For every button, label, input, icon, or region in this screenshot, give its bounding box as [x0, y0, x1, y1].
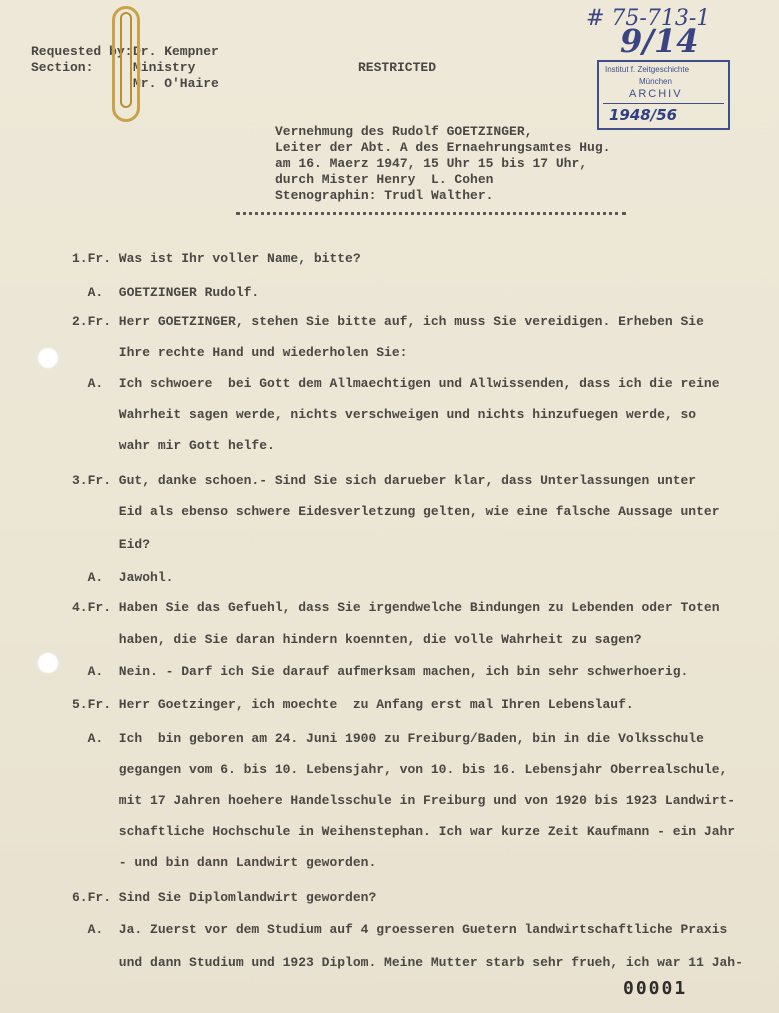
- transcript-line: 6.Fr. Sind Sie Diplomlandwirt geworden?: [72, 890, 377, 905]
- transcript-line: schaftliche Hochschule in Weihenstephan. Ich war kurze Zeit Kaufmann - ein Jahr: [72, 824, 736, 839]
- requested-by-value: Dr. Kempner: [133, 44, 219, 59]
- requested-by-label: Requested by:: [31, 44, 133, 59]
- transcript-line: A. GOETZINGER Rudolf.: [72, 285, 260, 300]
- transcript-line: Eid als ebenso schwere Eidesverletzung gelten, wie eine falsche Aussage unter: [72, 504, 720, 519]
- transcript-line: haben, die Sie daran hindern koennten, die volle Wahrheit zu sagen?: [72, 632, 642, 647]
- stamp-signature-number: 1948/56: [609, 106, 678, 124]
- title-line-5: Stenographin: Trudl Walther.: [275, 188, 494, 203]
- title-line-3: am 16. Maerz 1947, 15 Uhr 15 bis 17 Uhr,: [275, 156, 588, 171]
- handwritten-reference: # 75-713-1: [586, 6, 711, 31]
- transcript-line: Eid?: [72, 537, 151, 552]
- transcript-line: A. Jawohl.: [72, 570, 174, 585]
- title-line-4: durch Mister Henry L. Cohen: [275, 172, 494, 187]
- title-divider: [236, 212, 626, 215]
- transcript-line: A. Ich bin geboren am 24. Juni 1900 zu Freiburg/Baden, bin in die Volksschule: [72, 731, 704, 746]
- stamp-archive: ARCHIV: [629, 88, 683, 100]
- transcript-line: gegangen vom 6. bis 10. Lebensjahr, von 10. bis 16. Lebensjahr Oberrealschule,: [72, 762, 728, 777]
- transcript-line: 4.Fr. Haben Sie das Gefuehl, dass Sie irgendwelche Bindungen zu Lebenden oder Toten: [72, 600, 720, 615]
- transcript-line: - und bin dann Landwirt geworden.: [72, 855, 377, 870]
- transcript-line: 1.Fr. Was ist Ihr voller Name, bitte?: [72, 251, 361, 266]
- section-value: Ministry: [133, 60, 196, 75]
- transcript-line: mit 17 Jahren hoehere Handelsschule in Freiburg und von 1920 bis 1923 Landwirt-: [72, 793, 736, 808]
- transcript-line: und dann Studium und 1923 Diplom. Meine Mutter starb sehr frueh, ich war 11 Jah-: [72, 955, 743, 970]
- stamp-city: München: [639, 77, 672, 86]
- transcript-line: 2.Fr. Herr GOETZINGER, stehen Sie bitte auf, ich muss Sie vereidigen. Erheben Sie: [72, 314, 704, 329]
- title-line-1: Vernehmung des Rudolf GOETZINGER,: [275, 124, 533, 139]
- paper-clip-inner: [120, 12, 132, 108]
- transcript-line: 3.Fr. Gut, danke schoen.- Sind Sie sich darueber klar, dass Unterlassungen unter: [72, 473, 697, 488]
- title-line-2: Leiter der Abt. A des Ernaehrungsamtes Hug.: [275, 140, 611, 155]
- binder-hole-bottom: [37, 652, 59, 674]
- section-label: Section:: [31, 60, 94, 75]
- page-number: 00001: [623, 978, 688, 999]
- transcript-line: A. Ich schwoere bei Gott dem Allmaechtigen und Allwissenden, dass ich die reine: [72, 376, 720, 391]
- section-value-2: Mr. O'Haire: [133, 76, 219, 91]
- transcript-line: Wahrheit sagen werde, nichts verschweigen und nichts hinzufuegen werde, so: [72, 407, 697, 422]
- transcript-line: 5.Fr. Herr Goetzinger, ich moechte zu Anfang erst mal Ihren Lebenslauf.: [72, 697, 634, 712]
- transcript-line: Ihre rechte Hand und wiederholen Sie:: [72, 345, 408, 360]
- classification-label: RESTRICTED: [358, 60, 437, 75]
- stamp-divider: [603, 103, 724, 104]
- stamp-institute: Institut f. Zeitgeschichte: [605, 65, 690, 74]
- transcript-line: A. Nein. - Darf ich Sie darauf aufmerksam machen, ich bin sehr schwerhoerig.: [72, 664, 689, 679]
- handwritten-number: 9/14: [620, 22, 699, 60]
- archive-stamp: [597, 60, 730, 130]
- binder-hole-top: [37, 347, 59, 369]
- transcript-line: wahr mir Gott helfe.: [72, 438, 275, 453]
- transcript-line: A. Ja. Zuerst vor dem Studium auf 4 groesseren Guetern landwirtschaftliche Praxis: [72, 922, 728, 937]
